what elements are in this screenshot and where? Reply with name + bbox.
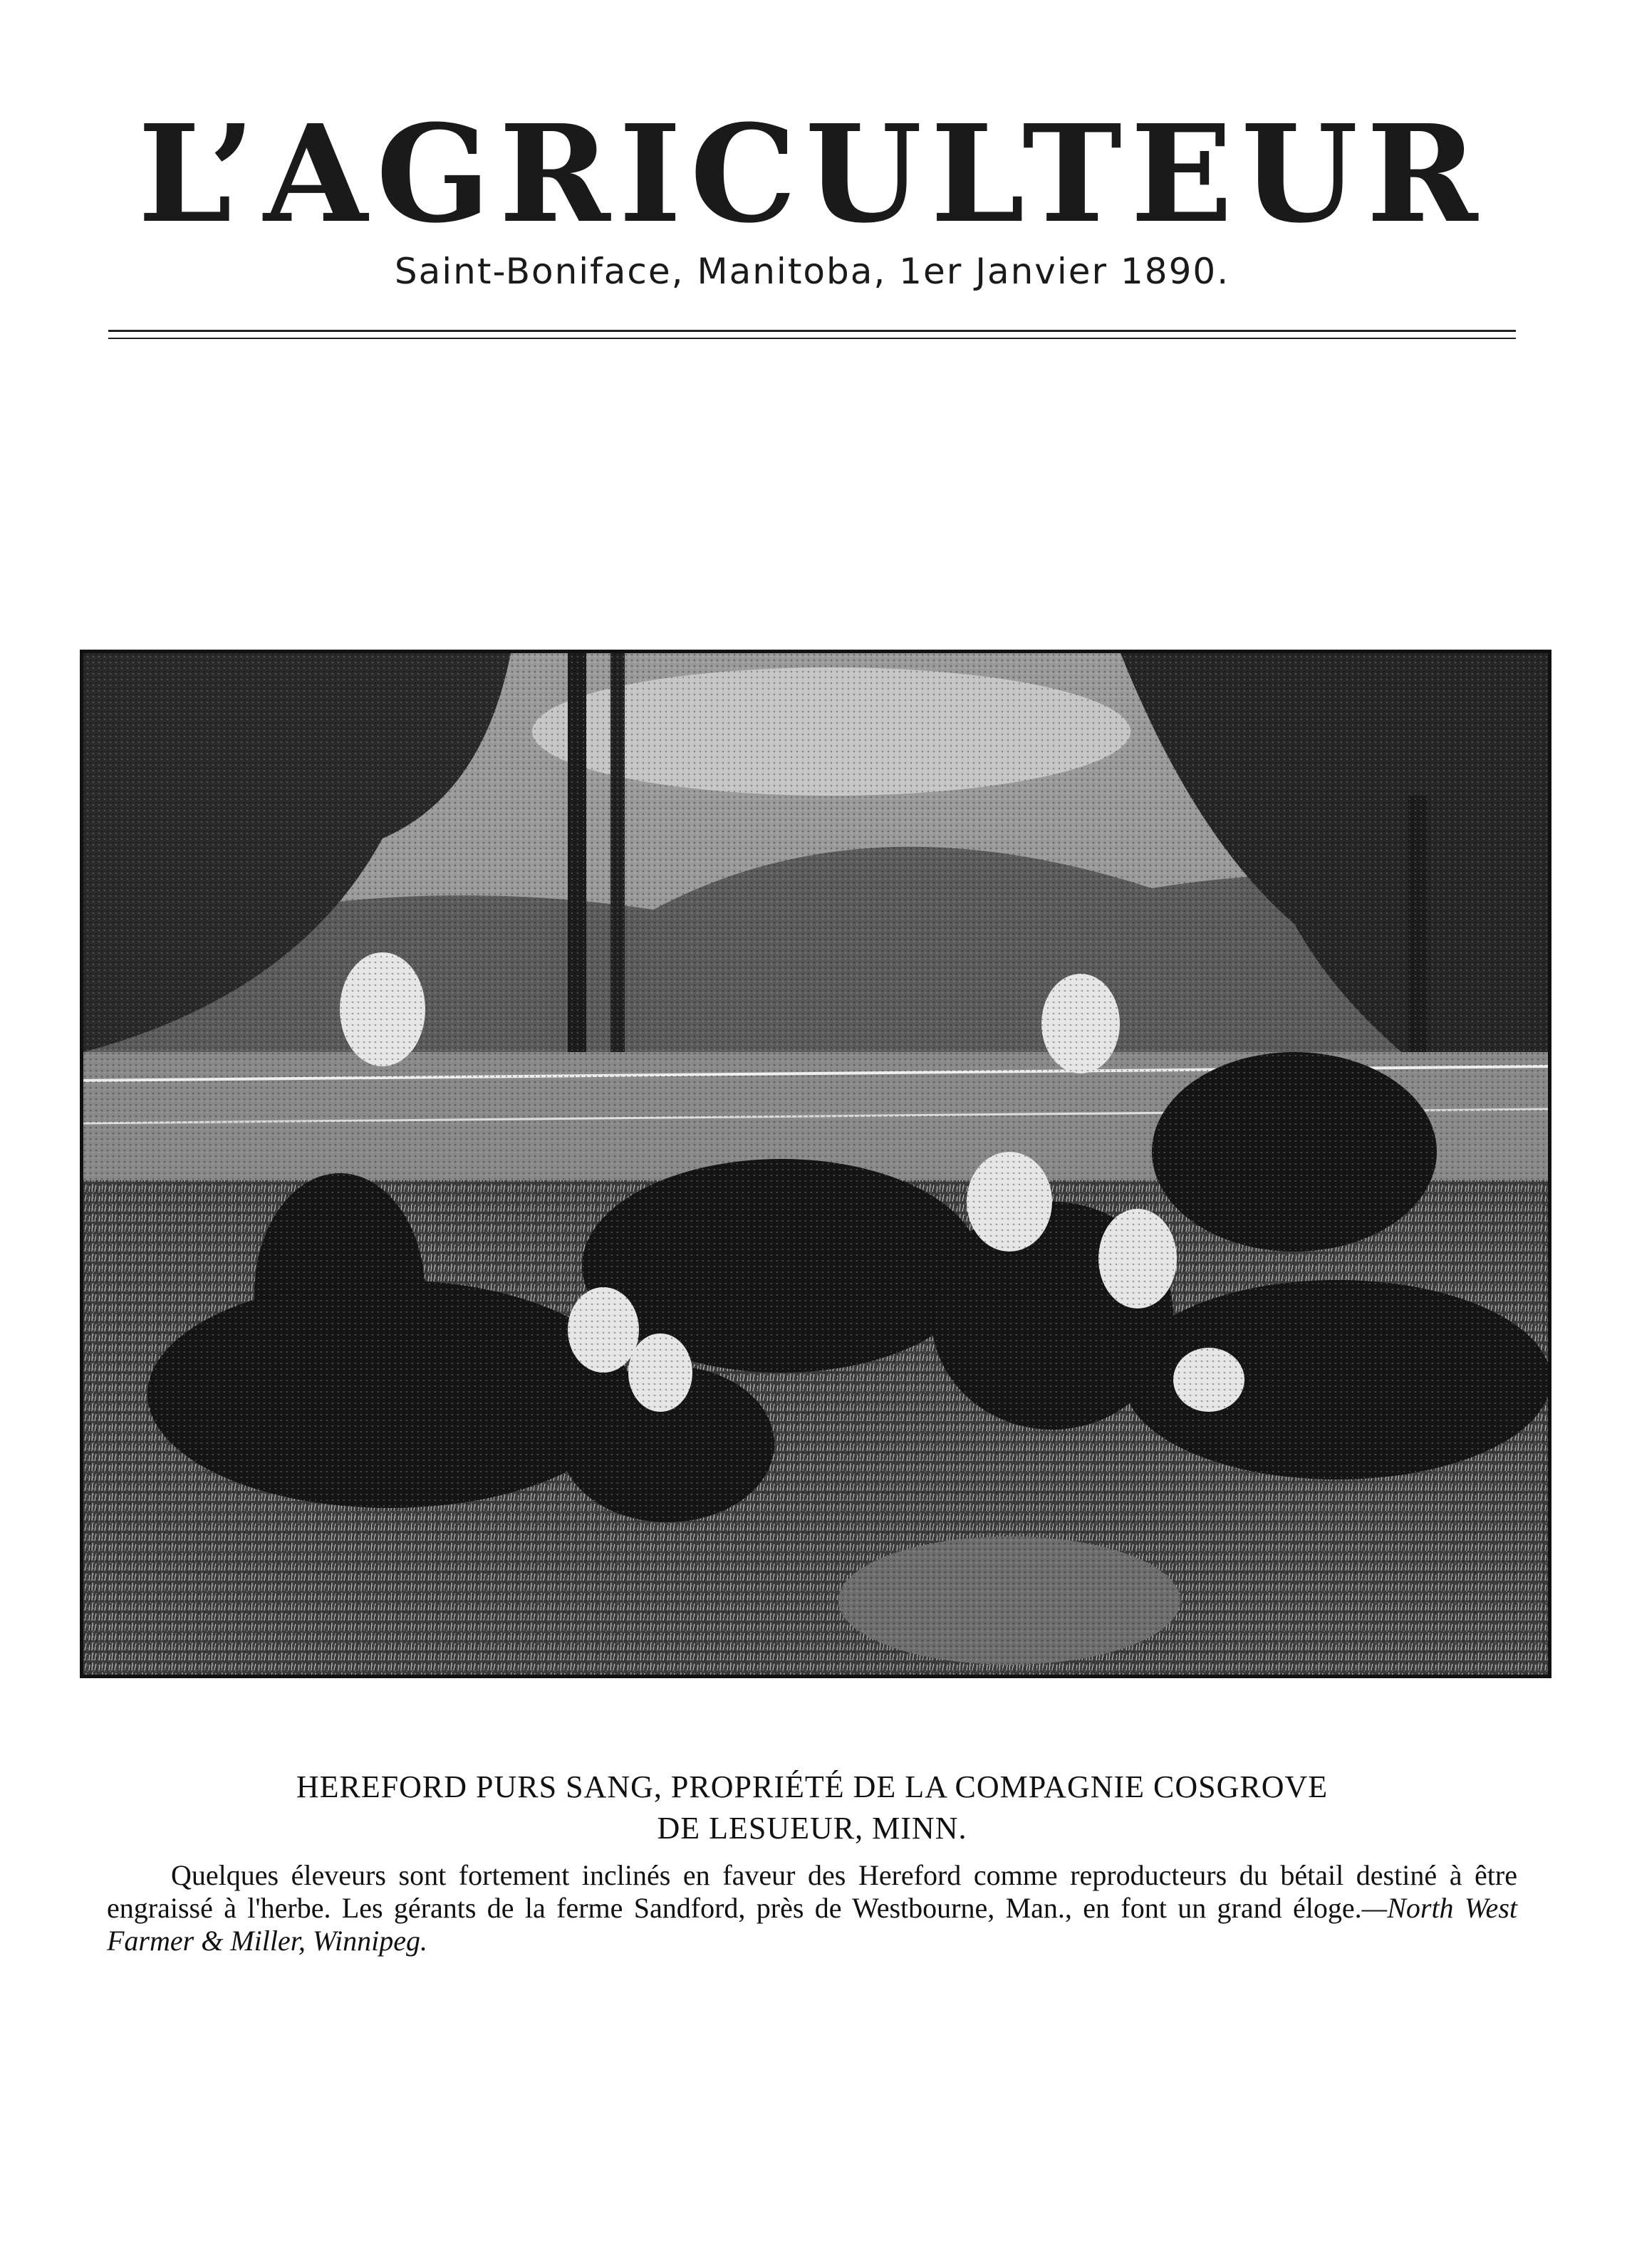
newspaper-title: L’AGRICULTEUR — [137, 95, 1487, 253]
hereford-cattle-engraving — [80, 650, 1551, 1678]
article-body: Quelques éleveurs sont fortement inclinés en faveur des Hereford comme reproducteurs du bétail destiné à être engraissé à l'herbe. Les gérants de la ferme Sandford, près de Westbourne, Man., en font un grand éloge. — [107, 1859, 1517, 1924]
article-source: —North West Farmer & Miller, Winnipeg. — [107, 1892, 1517, 1957]
masthead — [107, 95, 1517, 253]
illustration-caption — [107, 1767, 1517, 1849]
article-paragraph — [107, 1859, 1517, 1957]
header-rule — [108, 330, 1516, 332]
caption-line-2: DE LESUEUR, MINN. — [657, 1811, 967, 1846]
header-rule-thin — [108, 338, 1516, 339]
caption-line-1: HEREFORD PURS SANG, PROPRIÉTÉ DE LA COMPAGNIE COSGROVE — [296, 1769, 1329, 1804]
dateline: Saint-Boniface, Manitoba, 1er Janvier 1890. — [394, 251, 1230, 292]
